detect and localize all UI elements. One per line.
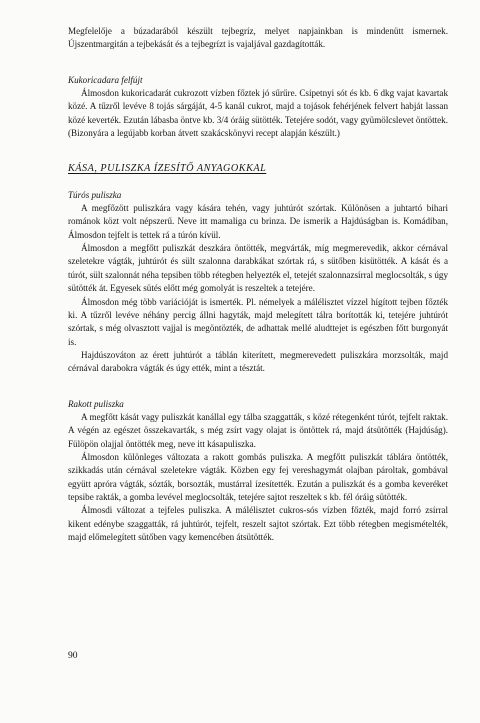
rakott-title: Rakott puliszka — [68, 398, 124, 409]
section-heading: KÁSA, PULISZKA ÍZESÍTŐ ANYAGOKKAL — [68, 163, 267, 175]
turos-paragraph-2: Álmosdon a megfőtt puliszkát deszkára öntötték, megvárták, míg megmerevedik, akkor cérnával szeletekre vágták, juhtúrót és sült szalonna darabkákat szórtak rá, s sütőben kisütötték. A kását és a túrót, sült szalonnát néha tepsiben több rétegben helyezték el, tetejét szalonnazsírral meglocsolták, s úgy sütötték át. Egyesek sütés előtt még gomolyát is reszeltek a tetejére. — [68, 243, 448, 294]
rakott-paragraph-1: A megfőtt kását vagy puliszkát kanállal egy tálba szaggatták, s közé rétegenként túrót, tejfelt raktak. A végén az egészet összekavarták, s még zsírt vagy olajat is öntöttek rá, majd átsütötték (Hajdúság). Fülöpön olajjal öntötték meg, neve itt kásapuliszka. — [68, 411, 448, 449]
turos-paragraph-1: A megfőzött puliszkára vagy kására tehén, vagy juhtúrót szórtak. Különösen a juhtartó bihari románok közt volt népszerű. Neve itt mamaliga cu brinza. De ismerik a Hajdúságban is. Komádiban, Álmosdon tejfelt is tettek rá a túrón kívül. — [68, 203, 448, 240]
rakott-paragraph-3: Álmosdi változat a tejfeles puliszka. A málélisztet cukros-sós vízben főzték, majd forró zsírral kikent edénybe szaggatták, rá juhtúrót, tejfelt, reszelt sajtot szórtak. Ezt több rétegben megismételték, majd előmelegített sütőben vagy kemencében átsütötték. — [68, 505, 448, 542]
turos-paragraph-3: Álmosdon még több variációját is ismerték. Pl. némelyek a málélisztet vízzel hígított tejben főzték ki. A tűzről levéve néhány percig állni hagyták, majd melegített tálra borították ki, tetejére juhtúrót szórtak, s még olvasztott vajjal is megöntözték, de adhattak mellé aludttejet is egészben főtt burgonyát is. — [68, 296, 448, 347]
intro-paragraph: Megfelelője a búzadarából készült tejbegríz, melyet napjainkban is mindenütt ismernek. Újszentmargitán a tejbekását és a tejbegrízt is vajaljával gazdagították. — [68, 26, 448, 50]
turos-title: Túrós puliszka — [68, 189, 122, 200]
page-number: 90 — [68, 651, 78, 661]
turos-paragraph-4: Hajdúszováton az érett juhtúrót a táblán kiterített, megmerevedett puliszkára morzsolták, majd cérnával darabokra vágták és úgy ették, mint a tésztát. — [68, 349, 448, 374]
rakott-paragraph-2: Álmosdon különleges változata a rakott gombás puliszka. A megfőtt puliszkát táblára öntötték, szikkadás után cérnával szeletekre vágták. Közben egy fej vereshagymát olajban pároltak, gombával együtt apróra vágták, sózták, borsozták, mustárral ízesítették. Ezután a puliszkát és a gomba keveréket tepsibe rakták, a gomba levével meglocsolták, tetejére sajtot reszeltek s kb. fél óráig sütötték. — [68, 451, 448, 502]
page-body — [68, 25, 448, 544]
kukoricadara-title: Kukoricadara felfújt — [68, 74, 143, 85]
kukoricadara-paragraph: Álmosdon kukoricadarát cukrozott vízben főztek jó sűrűre. Csipetnyi sót és kb. 6 dkg vajat kavartak közé. A tűzről levéve 8 tojás sárgáját, 4-5 kanál cukrot, majd a tojások fehérjének felvert habját lassan közé keverték. Ezután lábasba öntve kb. 3/4 óráig sütötték. Tetejére sodót, vagy gyümölcslevet öntöttek. (Bizonyára a legújabb korban átvett szakácskönyvi recept alapján készült.) — [68, 88, 448, 139]
